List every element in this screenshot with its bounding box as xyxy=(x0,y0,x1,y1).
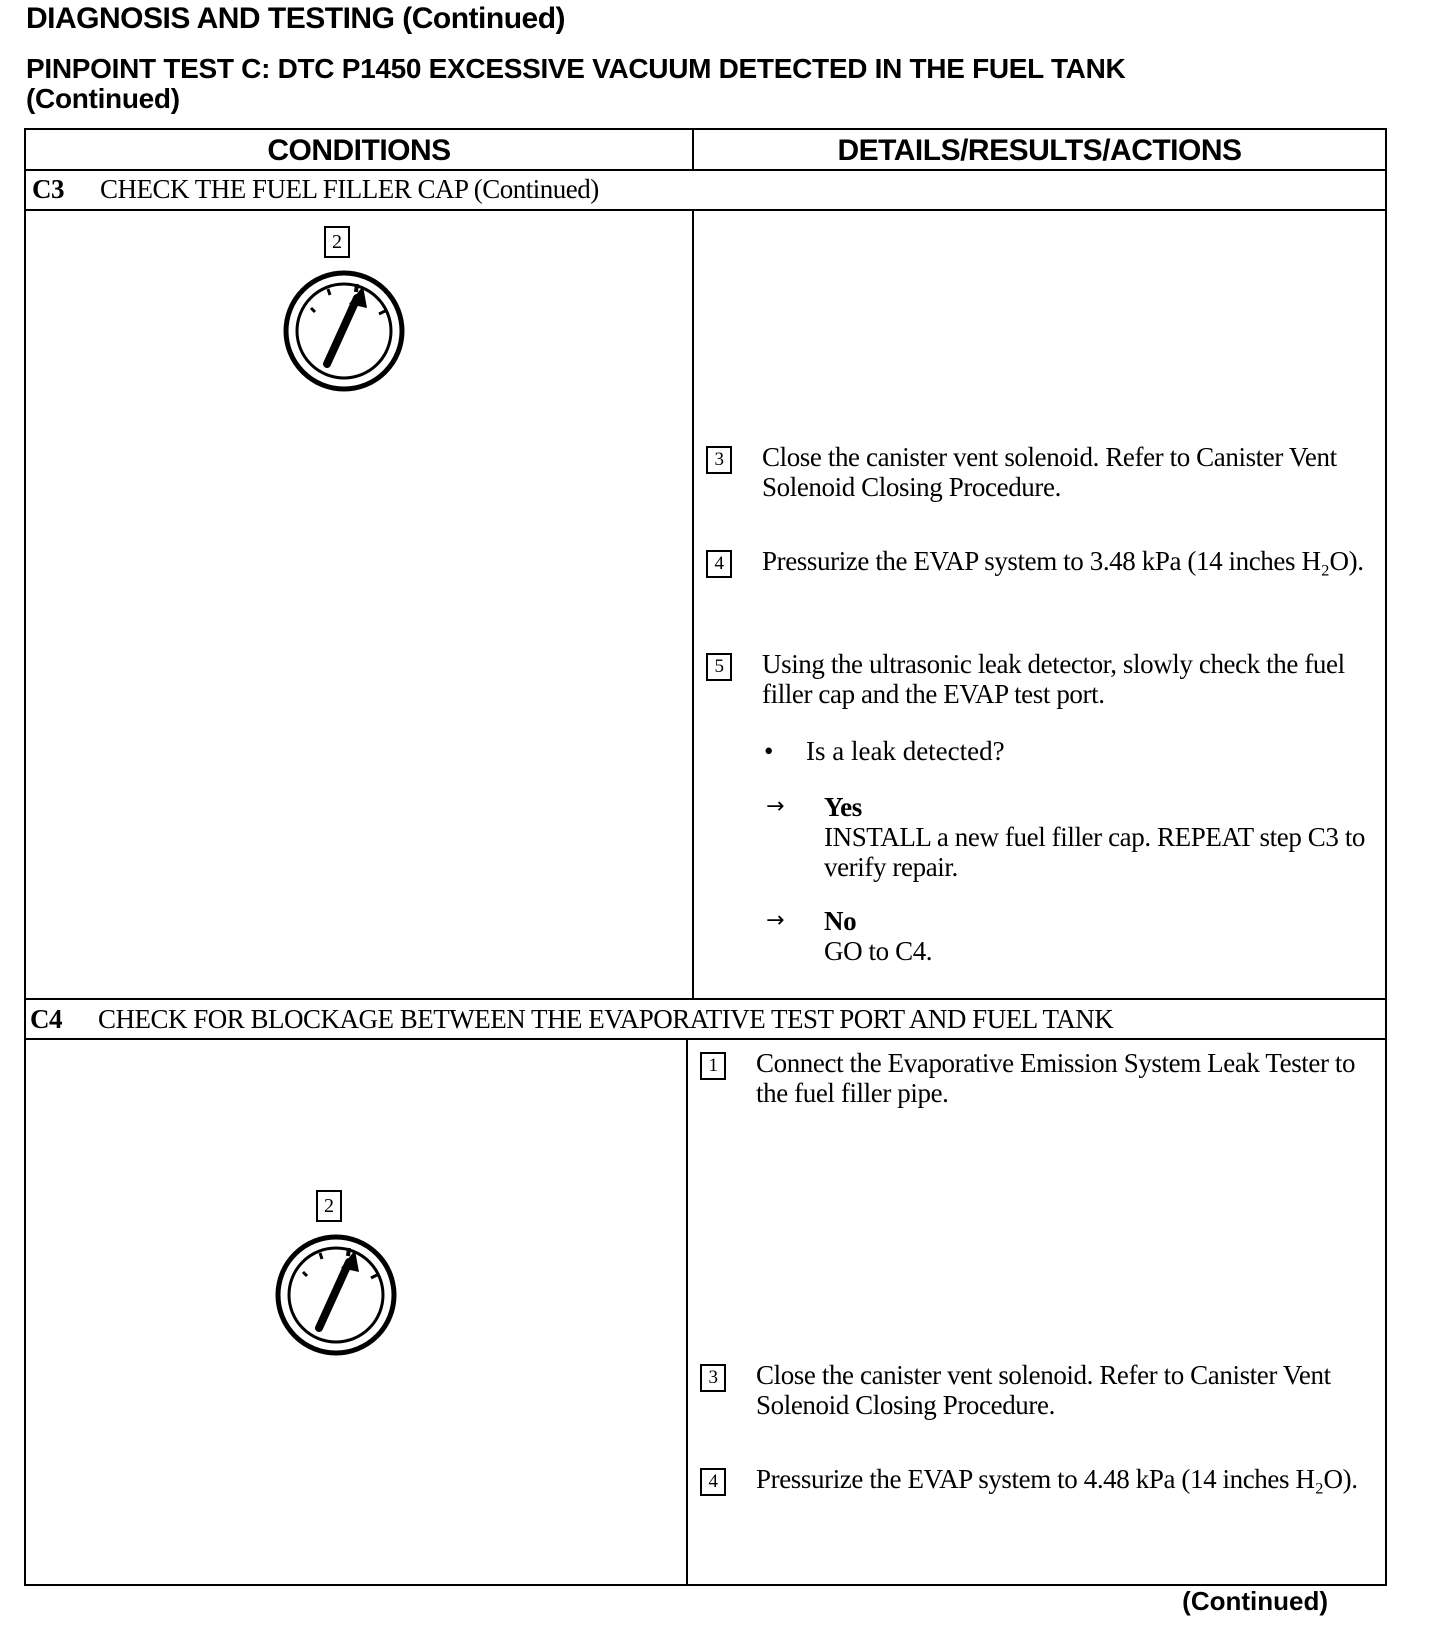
step-text: Connect the Evaporative Emission System Leak Tester to the fuel filler pipe. xyxy=(756,1048,1356,1108)
test-title xyxy=(26,54,1125,114)
section-header-c4 xyxy=(30,1004,1113,1035)
column-header-conditions: CONDITIONS xyxy=(267,134,451,167)
step-text: Close the canister vent solenoid. Refer to Canister Vent Solenoid Closing Procedure. xyxy=(756,1360,1331,1420)
step-text: Close the canister vent solenoid. Refer to Canister Vent Solenoid Closing Procedure. xyxy=(762,442,1337,502)
answer-label: No xyxy=(824,906,857,936)
pinpoint-test-table xyxy=(24,128,1387,1586)
section-title-c4: CHECK FOR BLOCKAGE BETWEEN THE EVAPORATIVE TEST PORT AND FUEL TANK xyxy=(98,1004,1114,1034)
c4-header-divider xyxy=(26,1038,1385,1040)
step-text: Pressurize the EVAP system to 4.48 kPa (14 inches H₂O). xyxy=(756,1464,1358,1494)
c3-step-5 xyxy=(706,649,1382,709)
c4-step-4 xyxy=(700,1464,1370,1494)
arrow-right-icon: → xyxy=(766,908,785,933)
step-number-badge: 4 xyxy=(706,550,732,578)
fuel-cap-dial-icon xyxy=(279,266,409,396)
step-number-badge: 4 xyxy=(700,1468,726,1496)
bullet-icon: • xyxy=(764,736,774,766)
answer-action: INSTALL a new fuel filler cap. REPEAT step C3 to verify repair. xyxy=(824,822,1366,882)
section-id-c4: C4 xyxy=(30,1004,62,1034)
figure-step-number: 2 xyxy=(316,1190,342,1222)
c3-end-divider xyxy=(26,998,1385,1000)
step-text: Using the ultrasonic leak detector, slowly check the fuel filler cap and the EVAP test port. xyxy=(762,649,1345,709)
continued-footer: (Continued) xyxy=(1182,1586,1328,1616)
step-number-badge: 5 xyxy=(706,653,732,681)
step-number-badge: 1 xyxy=(700,1052,726,1080)
c4-fuel-cap-figure xyxy=(271,1190,401,1360)
c4-step-1 xyxy=(700,1048,1360,1108)
arrow-right-icon: → xyxy=(766,794,785,819)
section-title-c3: CHECK THE FUEL FILLER CAP (Continued) xyxy=(100,174,599,204)
answer-label: Yes xyxy=(824,792,862,822)
answer-action: GO to C4. xyxy=(824,936,933,966)
c3-step-4 xyxy=(706,546,1376,576)
step-text: Pressurize the EVAP system to 3.48 kPa (14 inches H₂O). xyxy=(762,546,1364,576)
c3-answer-yes xyxy=(766,792,1386,882)
test-title-line2: (Continued) xyxy=(26,83,180,114)
column-divider-header xyxy=(692,130,694,170)
test-title-line1: PINPOINT TEST C: DTC P1450 EXCESSIVE VACUUM DETECTED IN THE FUEL TANK xyxy=(26,53,1126,84)
step-number-badge: 3 xyxy=(700,1364,726,1392)
c3-question xyxy=(764,736,1005,767)
section-id-c3: C3 xyxy=(32,174,64,204)
column-divider-c4 xyxy=(686,1039,688,1586)
c3-step-3 xyxy=(706,442,1376,502)
c3-header-divider xyxy=(26,209,1385,211)
c3-answer-no xyxy=(766,906,1386,966)
fuel-cap-dial-icon xyxy=(271,1230,401,1360)
figure-step-number: 2 xyxy=(324,226,350,258)
column-header-details: DETAILS/RESULTS/ACTIONS xyxy=(837,134,1242,167)
step-number-badge: 3 xyxy=(706,446,732,474)
question-text: Is a leak detected? xyxy=(806,736,1005,766)
header-divider xyxy=(26,169,1385,171)
section-header-c3 xyxy=(32,174,599,205)
page-title: DIAGNOSIS AND TESTING (Continued) xyxy=(26,2,566,35)
c3-fuel-cap-figure xyxy=(279,226,409,396)
column-divider-c3 xyxy=(692,210,694,998)
c4-step-3 xyxy=(700,1360,1370,1420)
